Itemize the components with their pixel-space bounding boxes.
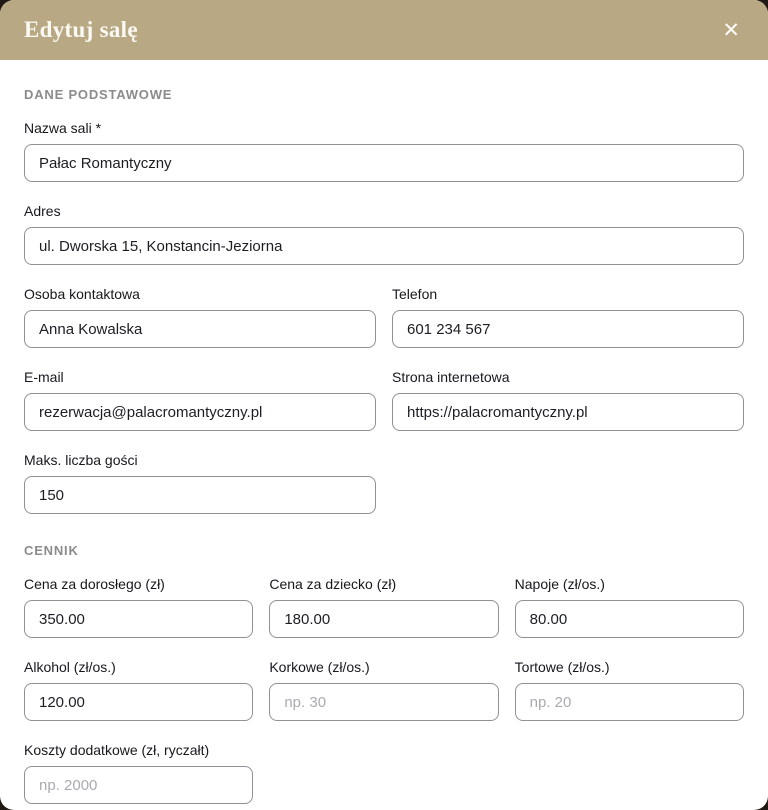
venue-name-input[interactable]: [24, 144, 744, 182]
drinks-price-input[interactable]: [515, 600, 744, 638]
adult-price-input[interactable]: [24, 600, 253, 638]
website-input[interactable]: [392, 393, 744, 431]
field-contact-person: [24, 286, 376, 348]
extra-costs-label: Koszty dodatkowe (zł, ryczałt): [24, 742, 210, 758]
field-extra-costs: [24, 742, 253, 804]
field-drinks-price: [515, 576, 744, 638]
field-corkage-fee: [269, 659, 498, 721]
field-address: [24, 203, 744, 265]
field-adult-price: [24, 576, 253, 638]
adult-price-label: Cena za dorosłego (zł): [24, 576, 165, 592]
phone-label: Telefon: [392, 286, 438, 302]
field-cake-fee: [515, 659, 744, 721]
max-guests-input[interactable]: [24, 476, 376, 514]
field-website: [392, 369, 744, 431]
field-max-guests: [24, 452, 376, 514]
cake-fee-label: Tortowe (zł/os.): [514, 659, 610, 675]
field-alcohol-price: [24, 659, 253, 721]
alcohol-price-input[interactable]: [24, 683, 253, 721]
max-guests-label: Maks. liczba gości: [24, 452, 138, 468]
extra-costs-input[interactable]: [24, 766, 253, 804]
address-label: Adres: [24, 203, 61, 219]
alcohol-price-label: Alkohol (zł/os.): [24, 659, 116, 675]
section-heading-pricing: CENNIK: [24, 543, 79, 558]
field-venue-name: [24, 120, 744, 182]
corkage-fee-input[interactable]: [269, 683, 498, 721]
close-icon[interactable]: ✕: [718, 16, 744, 45]
modal-header: [0, 0, 768, 60]
venue-name-label: Nazwa sali *: [24, 120, 102, 136]
corkage-fee-label: Korkowe (zł/os.): [269, 659, 370, 675]
modal-body: [0, 60, 768, 810]
child-price-input[interactable]: [269, 600, 498, 638]
section-heading-basic-data: DANE PODSTAWOWE: [24, 87, 173, 102]
address-input[interactable]: [24, 227, 744, 265]
field-email: [24, 369, 376, 431]
contact-person-label: Osoba kontaktowa: [24, 286, 140, 302]
email-label: E-mail: [24, 369, 64, 385]
contact-person-input[interactable]: [24, 310, 376, 348]
phone-input[interactable]: [392, 310, 744, 348]
modal-title: Edytuj salę: [24, 17, 138, 42]
drinks-price-label: Napoje (zł/os.): [514, 576, 605, 592]
cake-fee-input[interactable]: [515, 683, 744, 721]
email-input[interactable]: [24, 393, 376, 431]
website-label: Strona internetowa: [392, 369, 510, 385]
field-phone: [392, 286, 744, 348]
field-child-price: [269, 576, 498, 638]
child-price-label: Cena za dziecko (zł): [269, 576, 397, 592]
